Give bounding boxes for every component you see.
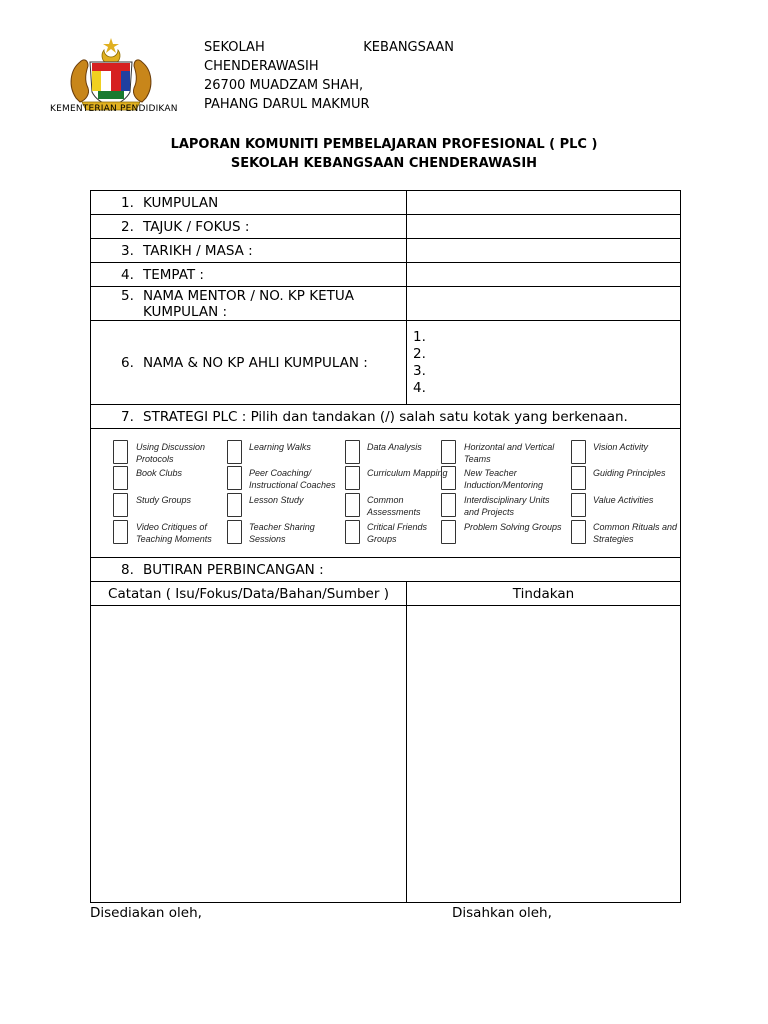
report-subtitle: SEKOLAH KEBANGSAAN CHENDERAWASIH [230,156,538,171]
form-row-kumpulan: 1. KUMPULAN [91,191,681,215]
strategy-option-label: Lesson Study [249,495,304,505]
form-row-tempat: 4. TEMPAT : [91,263,681,287]
strategy-checkbox[interactable] [441,466,456,490]
logo-caption: KEMENTERIAN PENDIDIKAN [50,104,178,114]
column-header-tindakan: Tindakan [407,582,681,606]
strategy-checkbox[interactable] [113,520,128,544]
column-header-catatan: Catatan ( Isu/Fokus/Data/Bahan/Sumber ) [91,582,407,606]
school-name-line2: CHENDERAWASIH [204,59,319,74]
prepared-by-label: Disediakan oleh, [90,905,202,921]
strategy-option-label: Critical Friends Groups [367,522,428,544]
strategy-checkbox[interactable] [571,520,586,544]
strategy-option-label: Common Rituals and Strategies [593,522,678,544]
strategy-option-label: Learning Walks [249,442,311,452]
input-ahli[interactable] [407,321,681,405]
strategy-option-label: Data Analysis [367,442,422,452]
field-label-mentor: NAMA MENTOR / NO. KP KETUA KUMPULAN : [143,287,354,320]
field-label-butiran: BUTIRAN PERBINCANGAN : [143,561,324,578]
input-catatan[interactable] [91,606,407,903]
input-mentor[interactable] [407,287,681,321]
strategy-checkbox[interactable] [227,466,242,490]
form-row-tajuk: 2. TAJUK / FOKUS : [91,215,681,239]
strategy-option-label: Vision Activity [593,442,649,452]
discussion-body-row [91,606,681,903]
strategy-checkbox[interactable] [441,493,456,517]
form-row-ahli: 6. NAMA & NO KP AHLI KUMPULAN : 1. 2. 3. 4. [91,321,681,405]
strategy-option-label: Book Clubs [136,468,183,478]
strategy-option-label: Teacher Sharing Sessions [249,522,315,544]
strategy-checkbox[interactable] [441,520,456,544]
strategy-checkbox[interactable] [345,440,360,464]
input-tempat[interactable] [407,263,681,287]
school-address [204,38,454,114]
strategy-checkbox[interactable] [571,466,586,490]
strategy-option-label: Peer Coaching/ Instructional Coaches [249,468,336,490]
strategy-checkbox[interactable] [113,440,128,464]
field-label-kumpulan: KUMPULAN [143,194,219,211]
form-row-strategi: 7. STRATEGI PLC : Pilih dan tandakan (/) salah satu kotak yang berkenaan. [91,405,681,429]
strategy-option-label: Interdisciplinary Units and Projects [464,495,550,517]
strategy-checkbox[interactable] [441,440,456,464]
school-postcode-city: 26700 MUADZAM SHAH, [204,78,364,93]
input-kumpulan[interactable] [407,191,681,215]
strategy-option-label: Guiding Principles [593,468,666,478]
field-label-tarikh: TARIKH / MASA : [143,242,253,259]
plc-report-form [90,190,681,903]
field-label-strategi: STRATEGI PLC : Pilih dan tandakan (/) salah satu kotak yang berkenaan. [143,408,628,425]
form-row-mentor: 5. NAMA MENTOR / NO. KP KETUA KUMPULAN : [91,287,681,321]
form-row-strategy-options [91,429,681,558]
field-label-ahli: NAMA & NO KP AHLI KUMPULAN : [143,354,368,371]
strategy-option-label: Problem Solving Groups [464,522,562,532]
school-name-part2: KEBANGSAAN [363,40,454,55]
strategy-option-label: Horizontal and Vertical Teams [464,442,555,464]
strategy-checkbox[interactable] [227,440,242,464]
strategy-checkbox[interactable] [113,493,128,517]
member-line-1: 1. [413,328,426,345]
input-tarikh[interactable] [407,239,681,263]
strategy-option-label: Video Critiques of Teaching Moments [136,522,212,544]
strategy-checkbox[interactable] [227,493,242,517]
strategy-option-label: Using Discussion Protocols [136,442,206,464]
member-line-3: 3. [413,362,426,379]
strategy-checkbox[interactable] [571,493,586,517]
approved-by-label: Disahkan oleh, [452,905,552,921]
field-label-tajuk: TAJUK / FOKUS : [143,218,250,235]
member-line-4: 4. [413,379,426,396]
strategy-option-label: Value Activities [593,495,654,505]
input-tajuk[interactable] [407,215,681,239]
strategy-option-label: Common Assessments [367,495,421,517]
member-line-2: 2. [413,345,426,362]
field-label-tempat: TEMPAT : [143,266,204,283]
strategy-checkbox[interactable] [571,440,586,464]
strategy-option-label: New Teacher Induction/Mentoring [464,468,544,490]
strategy-checkbox[interactable] [227,520,242,544]
input-tindakan[interactable] [407,606,681,903]
school-state: PAHANG DARUL MAKMUR [204,97,370,112]
form-row-butiran: 8. BUTIRAN PERBINCANGAN : [91,558,681,582]
strategy-option-label: Study Groups [136,495,192,505]
strategy-checkbox[interactable] [345,493,360,517]
strategy-checkbox[interactable] [113,466,128,490]
report-title: LAPORAN KOMUNITI PEMBELAJARAN PROFESIONAL ( PLC ) [170,137,598,152]
strategy-option-label: Curriculum Mapping [367,468,448,478]
form-row-tarikh: 3. TARIKH / MASA : [91,239,681,263]
strategy-checkbox[interactable] [345,466,360,490]
school-name-part1: SEKOLAH [204,40,265,55]
strategy-options-grid [91,429,680,557]
discussion-header-row [91,582,681,606]
strategy-checkbox[interactable] [345,520,360,544]
